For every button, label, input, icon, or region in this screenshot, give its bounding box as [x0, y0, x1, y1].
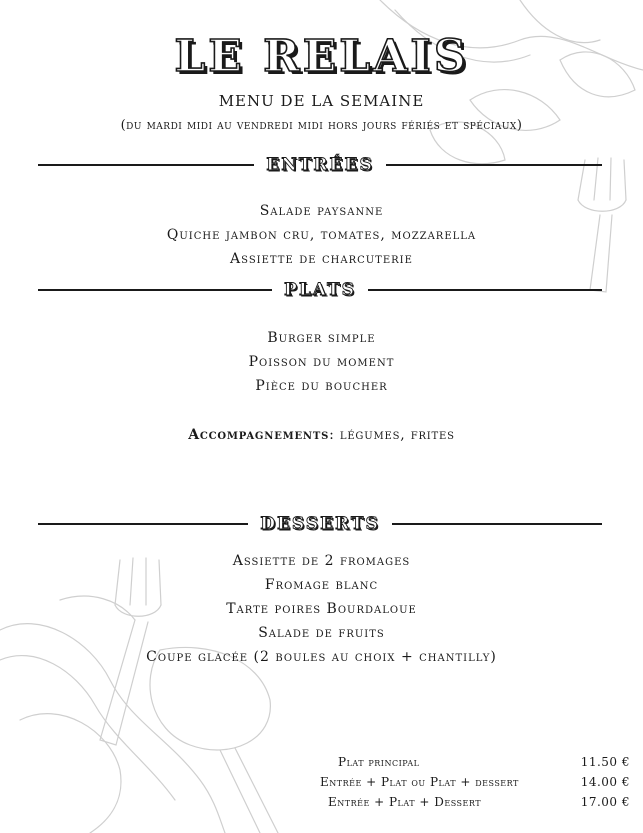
- price-row: [320, 752, 630, 772]
- entrees-list: [0, 199, 643, 271]
- price-row: [320, 772, 630, 792]
- section-title-entrees: ENTRÉES: [266, 155, 374, 175]
- divider-line-right: [386, 164, 602, 166]
- price-value: 17.00 €: [580, 795, 630, 809]
- section-title-desserts: DESSERTS: [260, 514, 380, 534]
- menu-item: Poisson du moment: [248, 354, 395, 370]
- menu-item: Coupe glacée (2 boules au choix + chantilly): [146, 649, 497, 665]
- divider-line-right: [368, 289, 602, 291]
- section-header-desserts: [38, 512, 602, 536]
- price-value: 11.50 €: [580, 755, 630, 769]
- desserts-list: [0, 549, 643, 669]
- divider-line-left: [38, 289, 272, 291]
- menu-item: Quiche jambon cru, tomates, mozzarella: [166, 227, 477, 243]
- price-list: [320, 752, 630, 812]
- side-dishes-label: Accompagnements: [188, 427, 330, 443]
- price-value: 14.00 €: [580, 775, 630, 789]
- menu-item: Pièce du boucher: [255, 378, 388, 394]
- menu-item: Fromage blanc: [264, 577, 379, 593]
- menu-item: Assiette de 2 fromages: [232, 553, 411, 569]
- menu-availability-note: (du mardi midi au vendredi midi hors jours fériés et spéciaux): [120, 118, 523, 133]
- price-label: Entrée + Plat ou Plat + dessert: [320, 775, 519, 789]
- divider-line-left: [38, 164, 254, 166]
- divider-line-right: [392, 523, 602, 525]
- side-dishes-note: [0, 424, 643, 446]
- side-dishes-text: : légumes, frites: [329, 427, 455, 443]
- menu-subtitle: MENU DE LA SEMAINE: [218, 92, 425, 110]
- section-header-plats: [38, 278, 602, 302]
- divider-line-left: [38, 523, 248, 525]
- menu-item: Assiette de charcuterie: [230, 251, 413, 267]
- menu-item: Salade de fruits: [258, 625, 385, 641]
- plats-list: [0, 326, 643, 398]
- price-row: [320, 792, 630, 812]
- restaurant-title: LE RELAIS: [174, 31, 469, 82]
- menu-item: Tarte poires Bourdaloue: [226, 601, 417, 617]
- menu-item: Burger simple: [267, 330, 376, 346]
- section-header-entrees: [38, 153, 602, 177]
- section-title-plats: PLATS: [284, 280, 356, 300]
- price-label: Plat principal: [338, 755, 420, 769]
- price-label: Entrée + Plat + Dessert: [328, 795, 482, 809]
- menu-item: Salade paysanne: [259, 203, 384, 219]
